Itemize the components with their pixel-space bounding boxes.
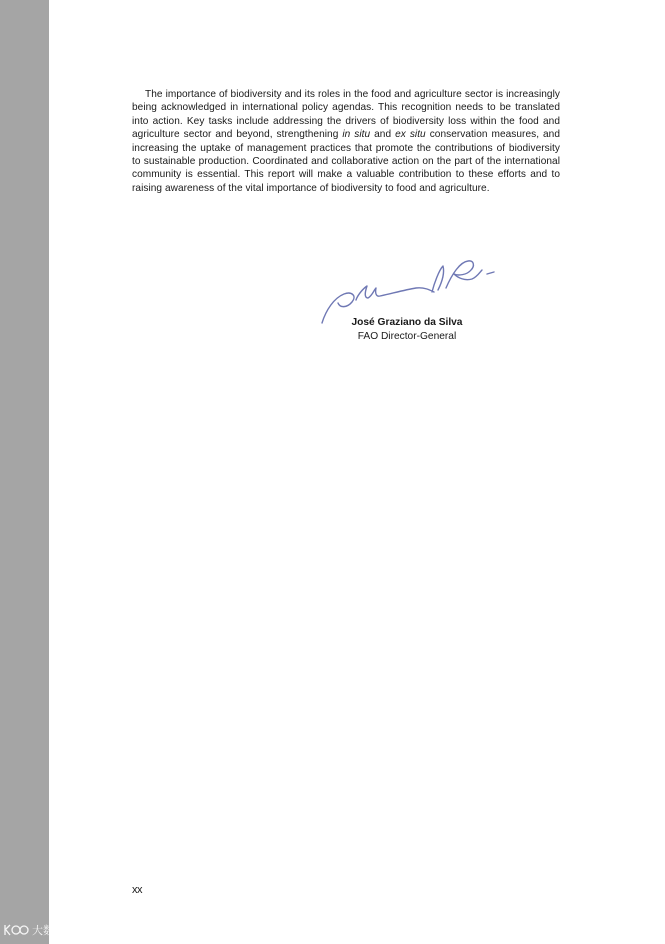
watermark-text: 大数跨境 [32,925,76,937]
page-side-band [0,0,49,944]
signatory-block [300,316,514,344]
watermark [3,922,76,938]
paragraph-italic-in-situ: in situ [342,129,371,141]
paragraph-text-part-1: The importance of biodiversity and its roles in the food and agriculture sector is increasingly being acknowledged in international policy agendas. This recognition needs to be translated into action. Key tasks include addressing the drivers of biodiversity loss within the food and agriculture sector and beyond, strengthening [132,89,560,141]
watermark-logo-icon [3,923,29,937]
signatory-title: FAO Director-General [357,331,457,342]
signatory-name: José Graziano da Silva [351,317,463,328]
paragraph-text-part-3: conservation measures, and increasing the uptake of management practices that promote the contributions of biodiversity to sustainable production. Coordinated and collaborative action on the part of the international community is essential. This report will make a valuable contribution to these efforts and to raising awareness of the vital importance of biodiversity to food and agriculture. [132,129,561,194]
paragraph-text-part-2: and [370,129,396,141]
page-number: xx [132,884,142,896]
foreword-paragraph [132,88,560,195]
paragraph-italic-ex-situ: ex situ [395,129,426,141]
